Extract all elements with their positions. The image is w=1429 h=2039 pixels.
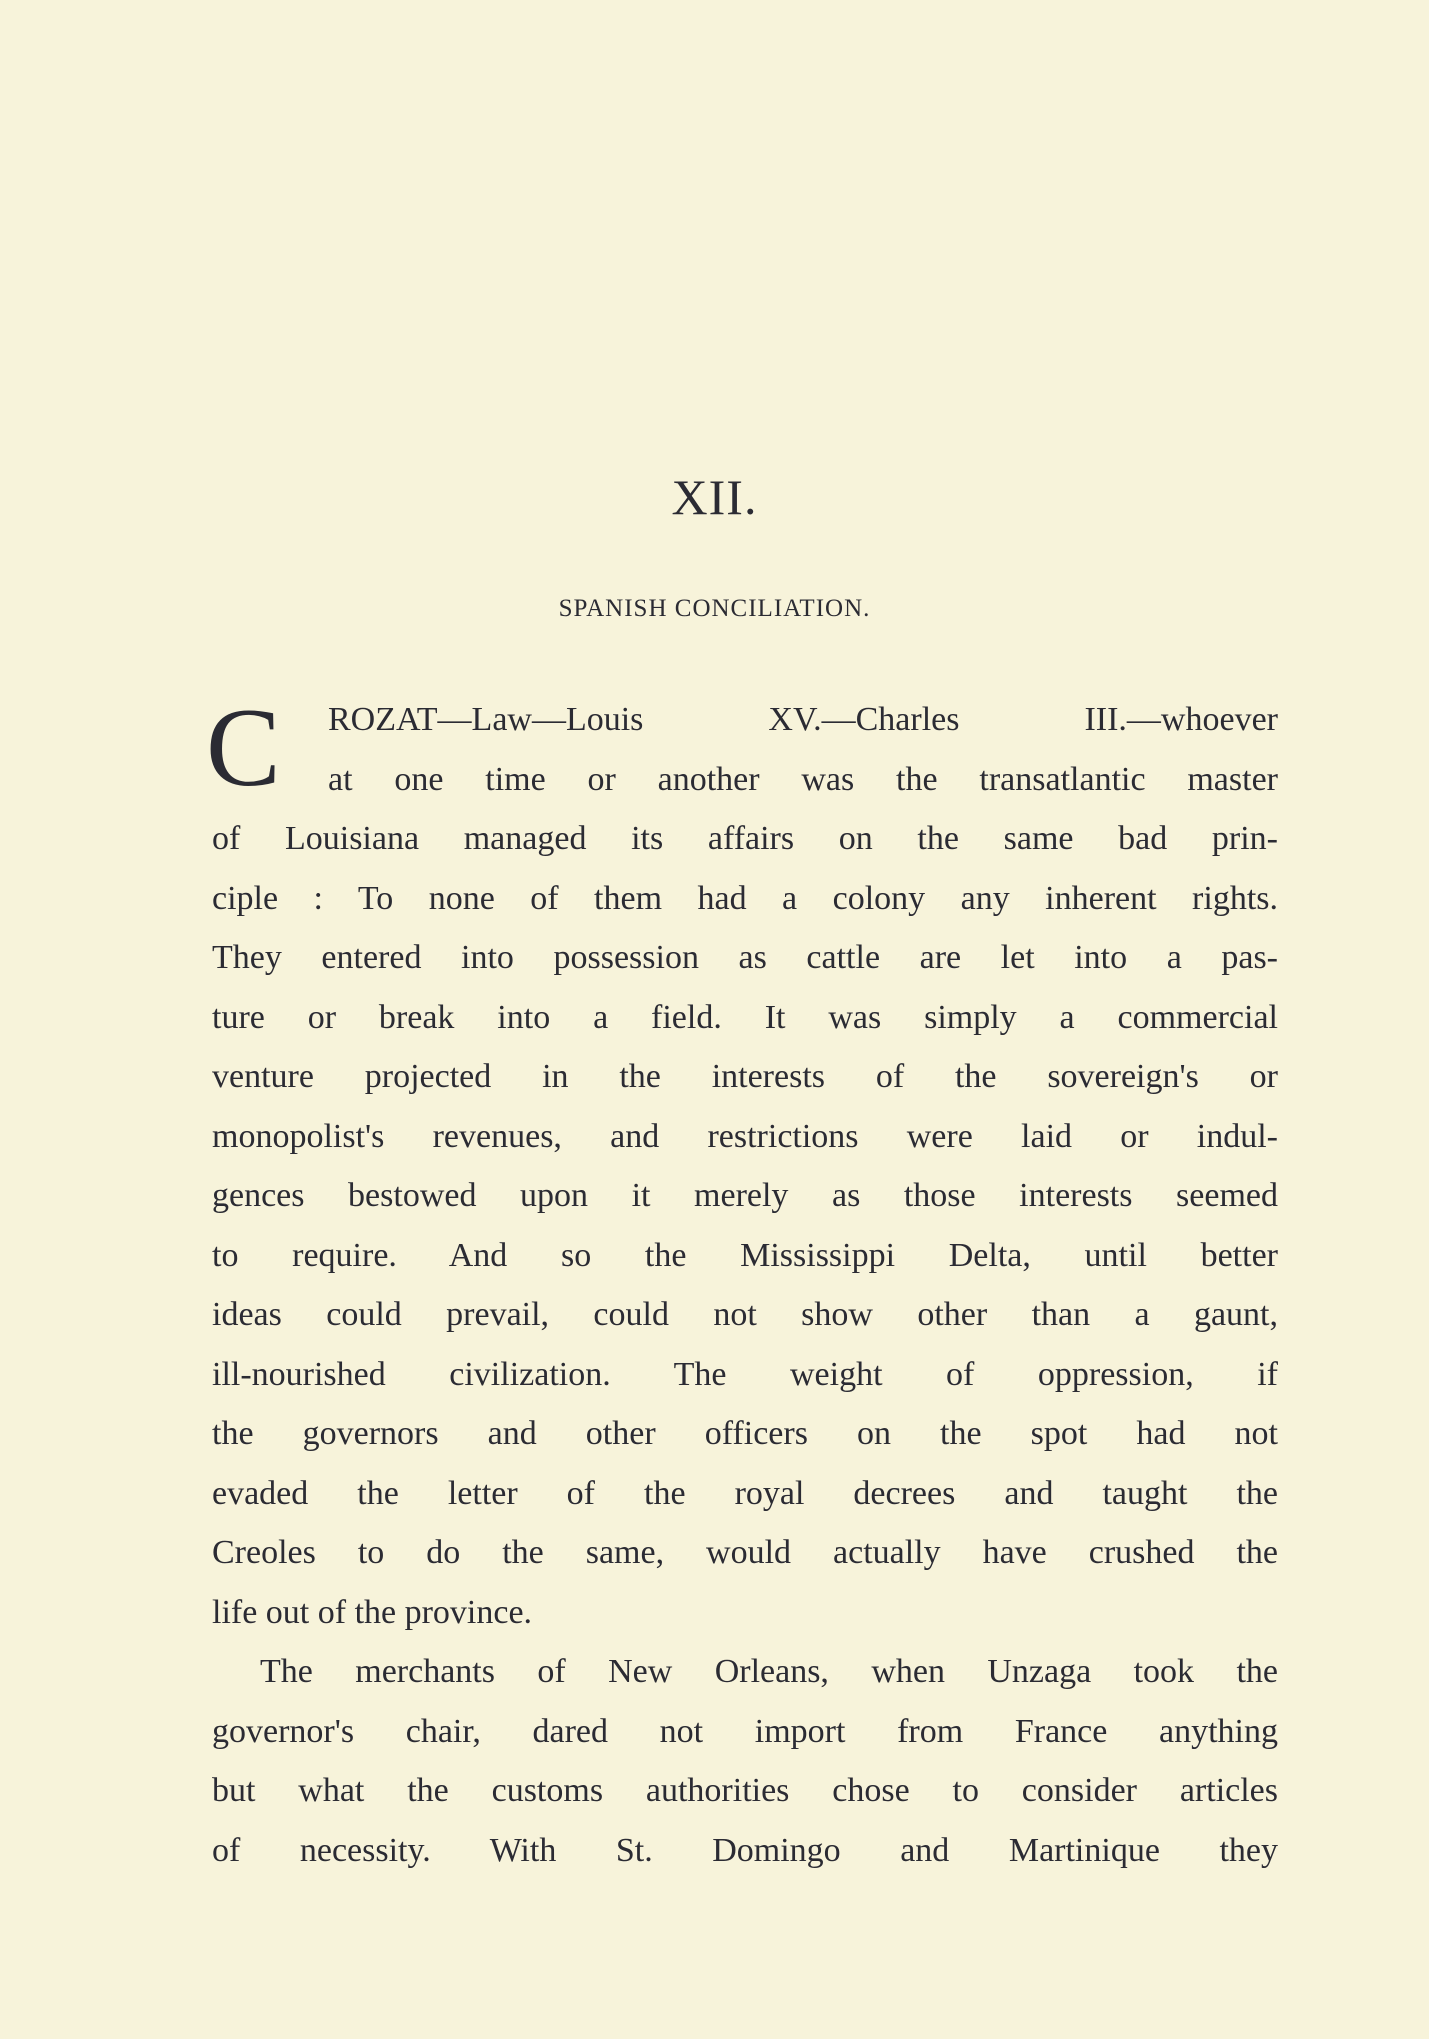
text-line: They entered into possession as cattle are let into a pas- [212, 939, 1278, 976]
paragraph-1 [212, 690, 1278, 1642]
text-line: ciple : To none of them had a colony any inherent rights. [212, 879, 1278, 917]
text-line: Creoles to do the same, would actually have crushed the [212, 1534, 1278, 1571]
text-line: venture projected in the interests of the sovereign's or [212, 1058, 1278, 1095]
drop-cap: C [206, 686, 281, 810]
text-line: The merchants of New Orleans, when Unzaga took the [260, 1653, 1278, 1690]
text-line: life out of the province. [212, 1593, 533, 1631]
text-line: ROZAT—Law—Louis XV.—Charles III.—whoever [328, 701, 1278, 738]
chapter-number: XII. [671, 469, 758, 525]
text-line: gences bestowed upon it merely as those interests seemed [212, 1177, 1278, 1214]
text-line: but what the customs authorities chose to consider articles [212, 1772, 1278, 1809]
text-line: ideas could prevail, could not show other than a gaunt, [212, 1296, 1278, 1333]
text-line: of necessity. With St. Domingo and Martinique they [212, 1831, 1278, 1869]
body-text [206, 686, 1278, 1880]
text-line: of Louisiana managed its affairs on the same bad prin- [212, 820, 1278, 857]
text-line: the governors and other officers on the spot had not [212, 1415, 1278, 1452]
text-line: ill-nourished civilization. The weight of oppression, if [212, 1355, 1278, 1393]
paragraph-2 [212, 1642, 1278, 1880]
text-line: governor's chair, dared not import from France anything [212, 1712, 1278, 1750]
chapter-title: SPANISH CONCILIATION. [558, 595, 871, 622]
text-line: monopolist's revenues, and restrictions were laid or indul- [212, 1117, 1278, 1155]
text-line: at one time or another was the transatlantic master [328, 760, 1278, 798]
text-line: evaded the letter of the royal decrees and taught the [212, 1474, 1278, 1512]
text-line: ture or break into a field. It was simply a commercial [212, 998, 1278, 1036]
text-line: to require. And so the Mississippi Delta, until better [212, 1236, 1278, 1274]
